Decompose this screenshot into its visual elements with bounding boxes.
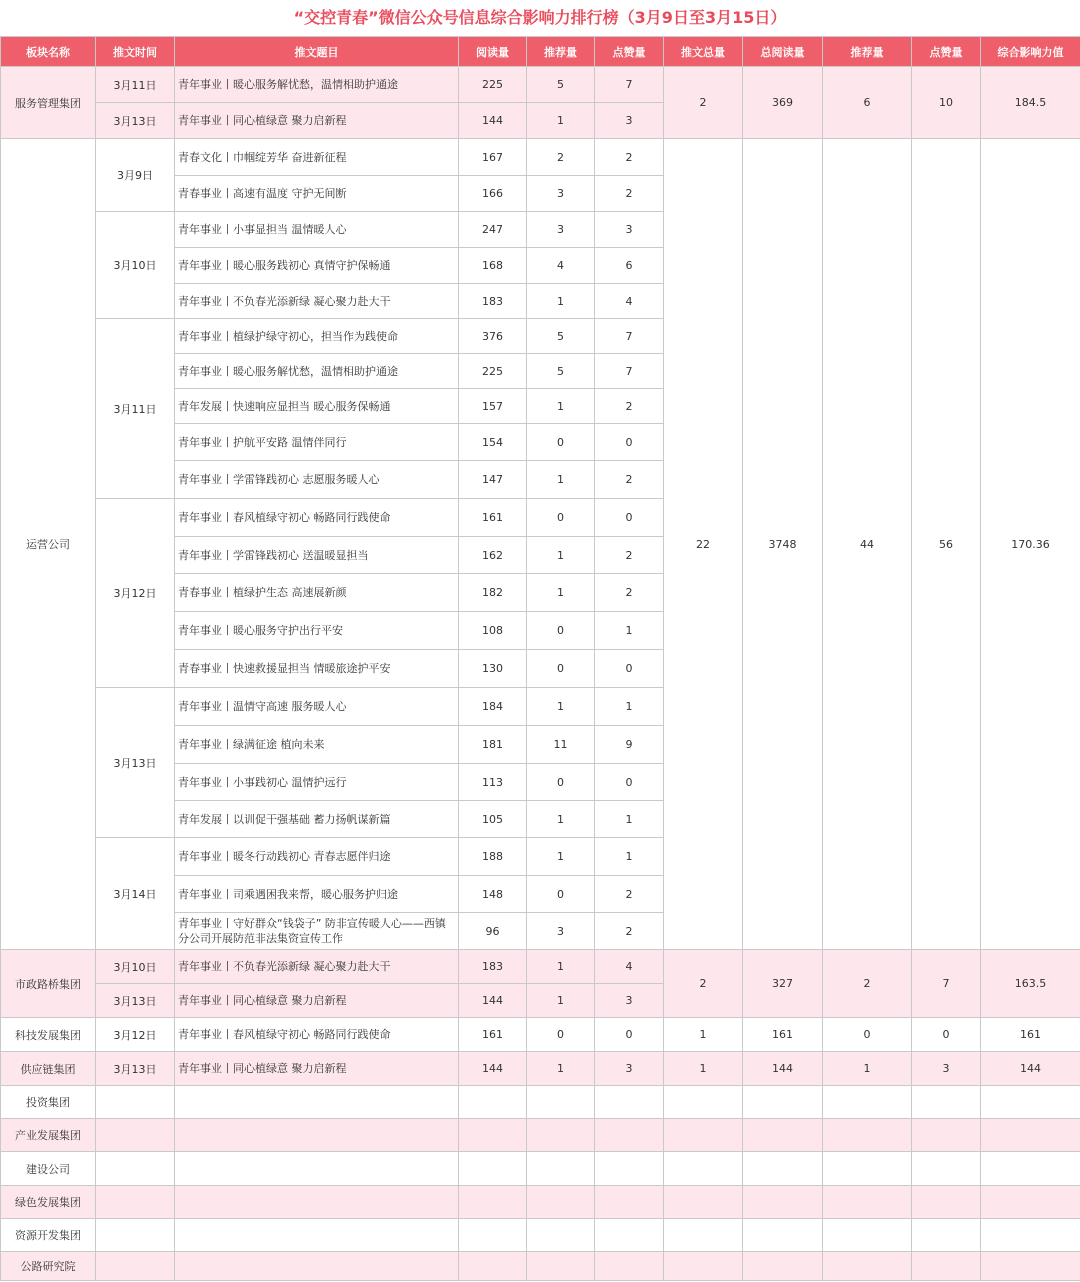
table-row-empty: [1, 1219, 1080, 1252]
empty-cell: [459, 1086, 527, 1119]
post-likes-cell: 2: [595, 876, 664, 913]
header-total-likes: 点赞量: [912, 37, 981, 67]
sector-name-cell: 运营公司: [1, 139, 96, 950]
empty-cell: [743, 1252, 823, 1281]
table-row: [1, 139, 1080, 176]
summary-total-recommend-cell: 2: [823, 950, 912, 1018]
post-title-cell: 青年事业丨春风植绿守初心 畅路同行践使命: [175, 1018, 459, 1052]
post-reads-cell: 167: [459, 139, 527, 176]
empty-cell: [981, 1086, 1080, 1119]
post-title-cell: 青年事业丨同心植绿意 聚力启新程: [175, 103, 459, 139]
post-recommend-cell: 1: [527, 537, 595, 574]
post-title-cell: 青年事业丨春风植绿守初心 畅路同行践使命: [175, 499, 459, 537]
header-row: [1, 37, 1080, 67]
empty-cell: [664, 1186, 743, 1219]
empty-cell: [175, 1186, 459, 1219]
post-title-cell: 青年事业丨守好群众“钱袋子” 防非宣传暖人心——西镇分公司开展防范非法集资宣传工作: [175, 913, 459, 950]
empty-cell: [743, 1086, 823, 1119]
post-likes-cell: 2: [595, 913, 664, 950]
summary-total-posts-cell: 1: [664, 1052, 743, 1086]
empty-cell: [743, 1119, 823, 1152]
post-likes-cell: 2: [595, 176, 664, 212]
post-recommend-cell: 3: [527, 176, 595, 212]
empty-cell: [527, 1186, 595, 1219]
summary-total-recommend-cell: 6: [823, 67, 912, 139]
table-row: [1, 1018, 1080, 1052]
summary-influence-cell: 161: [981, 1018, 1080, 1052]
table-row-empty: [1, 1152, 1080, 1186]
table-row-empty: [1, 1086, 1080, 1119]
post-reads-cell: 154: [459, 424, 527, 461]
sector-name-cell: 科技发展集团: [1, 1018, 96, 1052]
header-total-reads: 总阅读量: [743, 37, 823, 67]
post-reads-cell: 376: [459, 319, 527, 354]
table-row: [1, 67, 1080, 103]
post-likes-cell: 0: [595, 1018, 664, 1052]
post-recommend-cell: 0: [527, 424, 595, 461]
summary-total-reads-cell: 161: [743, 1018, 823, 1052]
post-recommend-cell: 2: [527, 139, 595, 176]
post-reads-cell: 144: [459, 984, 527, 1018]
empty-cell: [527, 1152, 595, 1186]
empty-cell: [96, 1219, 175, 1252]
empty-cell: [912, 1252, 981, 1281]
table-row-empty: [1, 1186, 1080, 1219]
empty-cell: [459, 1119, 527, 1152]
summary-total-posts-cell: 2: [664, 67, 743, 139]
post-recommend-cell: 1: [527, 688, 595, 726]
post-title-cell: 青春事业丨高速有温度 守护无间断: [175, 176, 459, 212]
post-date-cell: 3月13日: [96, 688, 175, 838]
empty-cell: [823, 1119, 912, 1152]
post-likes-cell: 2: [595, 537, 664, 574]
summary-influence-cell: 163.5: [981, 950, 1080, 1018]
empty-cell: [175, 1219, 459, 1252]
post-title-cell: 青年事业丨学雷锋践初心 志愿服务暖人心: [175, 461, 459, 499]
header-sector: 板块名称: [1, 37, 96, 67]
post-reads-cell: 183: [459, 950, 527, 984]
empty-cell: [912, 1152, 981, 1186]
empty-cell: [912, 1119, 981, 1152]
post-likes-cell: 0: [595, 650, 664, 688]
empty-cell: [175, 1152, 459, 1186]
empty-cell: [459, 1252, 527, 1281]
post-date-cell: 3月10日: [96, 212, 175, 319]
post-date-cell: 3月14日: [96, 838, 175, 950]
summary-total-posts-cell: 2: [664, 950, 743, 1018]
empty-cell: [175, 1086, 459, 1119]
post-reads-cell: 247: [459, 212, 527, 248]
post-recommend-cell: 0: [527, 1018, 595, 1052]
post-reads-cell: 108: [459, 612, 527, 650]
post-likes-cell: 4: [595, 950, 664, 984]
post-title-cell: 青年事业丨学雷锋践初心 送温暖显担当: [175, 537, 459, 574]
empty-cell: [96, 1252, 175, 1281]
post-recommend-cell: 5: [527, 67, 595, 103]
post-likes-cell: 2: [595, 461, 664, 499]
post-likes-cell: 7: [595, 319, 664, 354]
post-reads-cell: 105: [459, 801, 527, 838]
post-recommend-cell: 1: [527, 984, 595, 1018]
empty-cell: [981, 1186, 1080, 1219]
post-reads-cell: 148: [459, 876, 527, 913]
header-recommend: 推荐量: [527, 37, 595, 67]
sector-name-cell: 供应链集团: [1, 1052, 96, 1086]
post-title-cell: 青年事业丨植绿护绿守初心，担当作为践使命: [175, 319, 459, 354]
post-title-cell: 青年事业丨同心植绿意 聚力启新程: [175, 984, 459, 1018]
post-recommend-cell: 1: [527, 103, 595, 139]
empty-cell: [595, 1219, 664, 1252]
empty-cell: [823, 1152, 912, 1186]
summary-total-likes-cell: 3: [912, 1052, 981, 1086]
post-date-cell: 3月10日: [96, 950, 175, 984]
empty-cell: [595, 1086, 664, 1119]
sector-name-cell: 资源开发集团: [1, 1219, 96, 1252]
empty-cell: [664, 1086, 743, 1119]
post-likes-cell: 6: [595, 248, 664, 284]
summary-total-reads-cell: 327: [743, 950, 823, 1018]
empty-cell: [595, 1186, 664, 1219]
empty-cell: [743, 1219, 823, 1252]
summary-total-recommend-cell: 0: [823, 1018, 912, 1052]
post-reads-cell: 96: [459, 913, 527, 950]
summary-influence-cell: 144: [981, 1052, 1080, 1086]
empty-cell: [823, 1219, 912, 1252]
post-title-cell: 青春事业丨快速救援显担当 情暖旅途护平安: [175, 650, 459, 688]
empty-cell: [96, 1086, 175, 1119]
ranking-table: [0, 36, 1080, 1281]
post-recommend-cell: 0: [527, 499, 595, 537]
post-recommend-cell: 3: [527, 212, 595, 248]
sector-name-cell: 绿色发展集团: [1, 1186, 96, 1219]
header-influence: 综合影响力值: [981, 37, 1080, 67]
post-likes-cell: 3: [595, 984, 664, 1018]
post-recommend-cell: 11: [527, 726, 595, 764]
post-title-cell: 青年事业丨不负春光添新绿 凝心聚力赴大干: [175, 950, 459, 984]
table-row: [1, 950, 1080, 984]
summary-total-likes-cell: 10: [912, 67, 981, 139]
empty-cell: [981, 1219, 1080, 1252]
post-date-cell: 3月12日: [96, 1018, 175, 1052]
post-title-cell: 青年事业丨暖冬行动践初心 青春志愿伴归途: [175, 838, 459, 876]
post-reads-cell: 225: [459, 67, 527, 103]
post-reads-cell: 184: [459, 688, 527, 726]
empty-cell: [743, 1186, 823, 1219]
post-reads-cell: 182: [459, 574, 527, 612]
header-likes: 点赞量: [595, 37, 664, 67]
post-reads-cell: 113: [459, 764, 527, 801]
post-reads-cell: 162: [459, 537, 527, 574]
post-title-cell: 青年发展丨以训促干强基础 蓄力扬帆谋新篇: [175, 801, 459, 838]
post-reads-cell: 168: [459, 248, 527, 284]
post-likes-cell: 2: [595, 139, 664, 176]
empty-cell: [664, 1152, 743, 1186]
post-reads-cell: 225: [459, 354, 527, 389]
empty-cell: [595, 1152, 664, 1186]
empty-cell: [175, 1252, 459, 1281]
sector-name-cell: 建设公司: [1, 1152, 96, 1186]
summary-total-posts-cell: 1: [664, 1018, 743, 1052]
summary-total-reads-cell: 369: [743, 67, 823, 139]
empty-cell: [912, 1186, 981, 1219]
empty-cell: [981, 1119, 1080, 1152]
post-recommend-cell: 3: [527, 913, 595, 950]
post-date-cell: 3月9日: [96, 139, 175, 212]
post-title-cell: 青春事业丨植绿护生态 高速展新颜: [175, 574, 459, 612]
summary-total-likes-cell: 7: [912, 950, 981, 1018]
summary-total-likes-cell: 0: [912, 1018, 981, 1052]
empty-cell: [981, 1152, 1080, 1186]
page-title: “交控青春”微信公众号信息综合影响力排行榜（3月9日至3月15日）: [293, 8, 787, 27]
summary-total-recommend-cell: 1: [823, 1052, 912, 1086]
post-reads-cell: 147: [459, 461, 527, 499]
post-date-cell: 3月11日: [96, 67, 175, 103]
post-title-cell: 青年事业丨小事显担当 温情暖人心: [175, 212, 459, 248]
empty-cell: [595, 1119, 664, 1152]
post-date-cell: 3月12日: [96, 499, 175, 688]
table-row-empty: [1, 1252, 1080, 1281]
post-title-cell: 青年事业丨小事践初心 温情护远行: [175, 764, 459, 801]
post-reads-cell: 130: [459, 650, 527, 688]
sector-name-cell: 公路研究院: [1, 1252, 96, 1281]
empty-cell: [912, 1219, 981, 1252]
post-likes-cell: 0: [595, 764, 664, 801]
post-title-cell: 青年事业丨温情守高速 服务暖人心: [175, 688, 459, 726]
post-title-cell: 青年事业丨同心植绿意 聚力启新程: [175, 1052, 459, 1086]
post-reads-cell: 183: [459, 284, 527, 319]
post-likes-cell: 0: [595, 499, 664, 537]
post-title-cell: 青春文化丨巾帼绽芳华 奋进新征程: [175, 139, 459, 176]
sector-name-cell: 产业发展集团: [1, 1119, 96, 1152]
post-reads-cell: 188: [459, 838, 527, 876]
summary-influence-cell: 170.36: [981, 139, 1080, 950]
summary-total-reads-cell: 144: [743, 1052, 823, 1086]
empty-cell: [527, 1119, 595, 1152]
empty-cell: [459, 1152, 527, 1186]
empty-cell: [96, 1186, 175, 1219]
post-likes-cell: 7: [595, 67, 664, 103]
empty-cell: [823, 1252, 912, 1281]
post-likes-cell: 9: [595, 726, 664, 764]
summary-total-reads-cell: 3748: [743, 139, 823, 950]
empty-cell: [527, 1252, 595, 1281]
post-recommend-cell: 1: [527, 461, 595, 499]
post-recommend-cell: 1: [527, 950, 595, 984]
empty-cell: [459, 1186, 527, 1219]
empty-cell: [96, 1152, 175, 1186]
post-reads-cell: 161: [459, 499, 527, 537]
empty-cell: [595, 1252, 664, 1281]
post-recommend-cell: 1: [527, 284, 595, 319]
empty-cell: [664, 1119, 743, 1152]
post-title-cell: 青年事业丨暖心服务解忧愁，温情相助护通途: [175, 354, 459, 389]
post-reads-cell: 157: [459, 389, 527, 424]
post-likes-cell: 1: [595, 688, 664, 726]
empty-cell: [664, 1219, 743, 1252]
summary-influence-cell: 184.5: [981, 67, 1080, 139]
post-title-cell: 青年事业丨暖心服务守护出行平安: [175, 612, 459, 650]
empty-cell: [664, 1252, 743, 1281]
sector-name-cell: 服务管理集团: [1, 67, 96, 139]
post-recommend-cell: 1: [527, 838, 595, 876]
summary-total-posts-cell: 22: [664, 139, 743, 950]
post-likes-cell: 1: [595, 612, 664, 650]
sector-name-cell: 投资集团: [1, 1086, 96, 1119]
post-recommend-cell: 0: [527, 612, 595, 650]
summary-total-recommend-cell: 44: [823, 139, 912, 950]
post-recommend-cell: 4: [527, 248, 595, 284]
post-likes-cell: 1: [595, 838, 664, 876]
post-reads-cell: 181: [459, 726, 527, 764]
header-reads: 阅读量: [459, 37, 527, 67]
sector-name-cell: 市政路桥集团: [1, 950, 96, 1018]
post-recommend-cell: 1: [527, 574, 595, 612]
post-recommend-cell: 5: [527, 354, 595, 389]
post-title-cell: 青年事业丨暖心服务解忧愁，温情相助护通途: [175, 67, 459, 103]
post-date-cell: 3月11日: [96, 319, 175, 499]
header-total-recommend: 推荐量: [823, 37, 912, 67]
empty-cell: [981, 1252, 1080, 1281]
post-reads-cell: 144: [459, 103, 527, 139]
post-title-cell: 青年事业丨绿满征途 植向未来: [175, 726, 459, 764]
post-reads-cell: 144: [459, 1052, 527, 1086]
header-total-posts: 推文总量: [664, 37, 743, 67]
post-likes-cell: 1: [595, 801, 664, 838]
empty-cell: [527, 1086, 595, 1119]
post-reads-cell: 166: [459, 176, 527, 212]
empty-cell: [823, 1186, 912, 1219]
header-title: 推文题目: [175, 37, 459, 67]
post-date-cell: 3月13日: [96, 1052, 175, 1086]
post-recommend-cell: 0: [527, 876, 595, 913]
post-likes-cell: 0: [595, 424, 664, 461]
post-recommend-cell: 0: [527, 650, 595, 688]
post-recommend-cell: 1: [527, 389, 595, 424]
post-recommend-cell: 1: [527, 1052, 595, 1086]
post-title-cell: 青年发展丨快速响应显担当 暖心服务保畅通: [175, 389, 459, 424]
post-reads-cell: 161: [459, 1018, 527, 1052]
post-title-cell: 青年事业丨司乘遇困我来帮，暖心服务护归途: [175, 876, 459, 913]
post-title-cell: 青年事业丨护航平安路 温情伴同行: [175, 424, 459, 461]
empty-cell: [175, 1119, 459, 1152]
post-likes-cell: 4: [595, 284, 664, 319]
empty-cell: [823, 1086, 912, 1119]
post-recommend-cell: 1: [527, 801, 595, 838]
post-likes-cell: 2: [595, 389, 664, 424]
table-row-empty: [1, 1119, 1080, 1152]
post-title-cell: 青年事业丨不负春光添新绿 凝心聚力赴大干: [175, 284, 459, 319]
empty-cell: [96, 1119, 175, 1152]
post-title-cell: 青年事业丨暖心服务践初心 真情守护保畅通: [175, 248, 459, 284]
post-recommend-cell: 5: [527, 319, 595, 354]
post-likes-cell: 3: [595, 1052, 664, 1086]
empty-cell: [912, 1086, 981, 1119]
post-likes-cell: 3: [595, 103, 664, 139]
post-date-cell: 3月13日: [96, 103, 175, 139]
empty-cell: [743, 1152, 823, 1186]
empty-cell: [527, 1219, 595, 1252]
empty-cell: [459, 1219, 527, 1252]
post-likes-cell: 7: [595, 354, 664, 389]
summary-total-likes-cell: 56: [912, 139, 981, 950]
post-date-cell: 3月13日: [96, 984, 175, 1018]
post-recommend-cell: 0: [527, 764, 595, 801]
post-likes-cell: 3: [595, 212, 664, 248]
header-date: 推文时间: [96, 37, 175, 67]
table-row: [1, 1052, 1080, 1086]
post-likes-cell: 2: [595, 574, 664, 612]
